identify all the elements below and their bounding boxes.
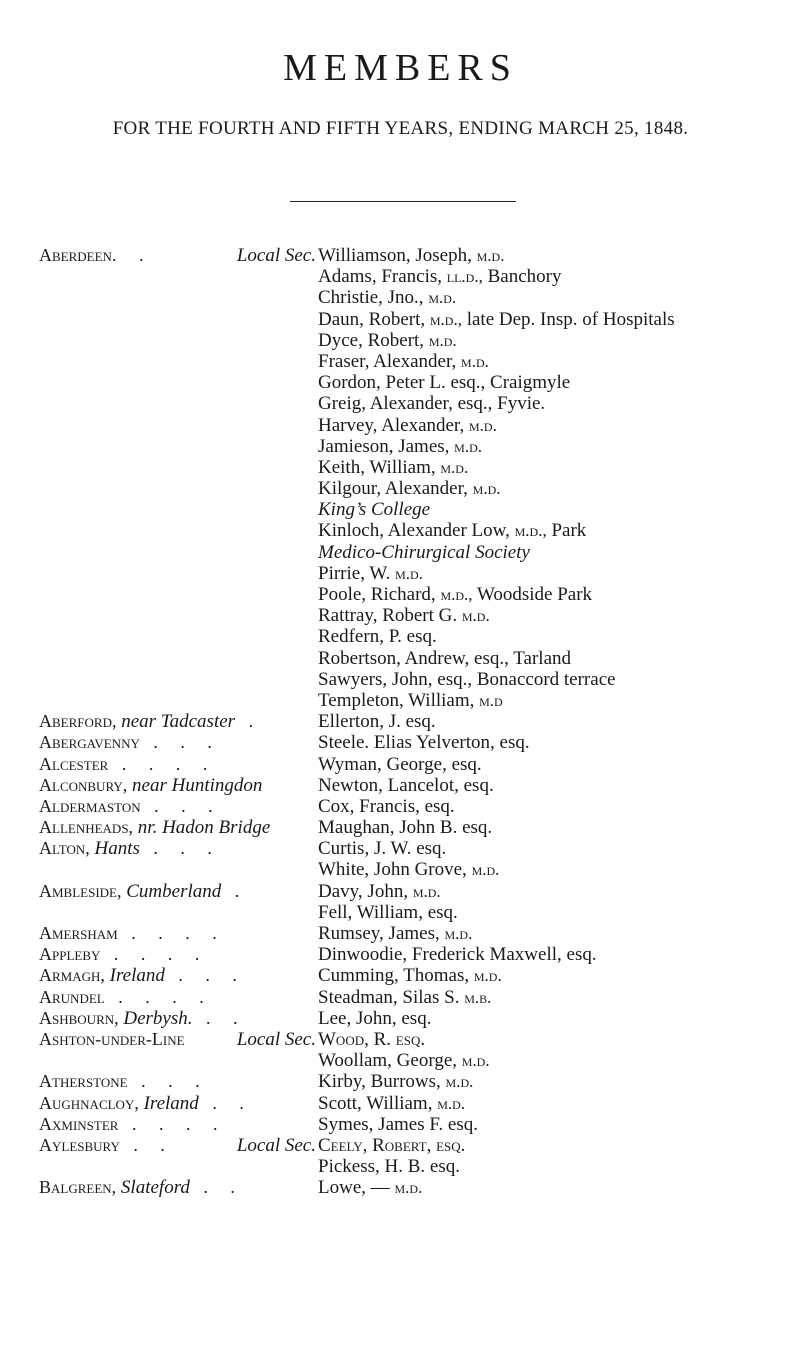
list-item — [0, 944, 801, 965]
list-item — [0, 478, 801, 499]
member-text: Fell, William, esq. — [318, 901, 458, 923]
member-name — [318, 838, 446, 859]
member-text: Rumsey, James, — [318, 923, 440, 944]
member-name — [318, 1008, 431, 1029]
member-name — [318, 436, 482, 457]
list-item — [0, 1071, 801, 1092]
member-text: Pickess, H. B. esq. — [318, 1156, 460, 1178]
place-label: Ashton-under-Line — [39, 1028, 185, 1049]
member-text: Kirby, Burrows, — [318, 1071, 441, 1093]
place-label: Alcester — [39, 753, 109, 774]
member-name — [318, 711, 436, 732]
member-name — [318, 372, 570, 393]
member-text: Templeton, William, — [318, 689, 475, 711]
member-text: Cumming, Thomas, — [318, 965, 470, 987]
place-qualifier: Hants — [89, 838, 140, 860]
place-name — [39, 1029, 316, 1050]
place-name — [39, 1093, 316, 1114]
place-label: Aberdeen — [39, 245, 112, 265]
member-text: Daun, Robert, — [318, 308, 426, 330]
member-name — [318, 309, 675, 330]
member-name — [318, 626, 437, 647]
member-location: Banchory — [482, 266, 562, 288]
list-item — [0, 817, 801, 838]
list-item — [0, 859, 801, 880]
list-item — [0, 923, 801, 944]
member-text: Williamson, Joseph, — [318, 245, 472, 266]
member-text: Rattray, Robert G. — [318, 605, 458, 627]
list-item — [0, 754, 801, 775]
place-name — [39, 987, 316, 1008]
list-item — [0, 1008, 801, 1029]
leader-dots: . . . . — [104, 986, 213, 1007]
place-name — [39, 732, 316, 753]
list-item — [0, 457, 801, 478]
leader-dots: . . . . — [100, 944, 209, 965]
leader-dots: . — [235, 711, 263, 732]
list-item — [0, 1029, 801, 1050]
member-text: Greig, Alexander, esq., Fyvie. — [318, 393, 546, 415]
member-name — [318, 1071, 473, 1092]
list-item — [0, 266, 801, 287]
member-location: Woodside Park — [472, 584, 593, 605]
list-item — [0, 563, 801, 584]
list-item — [0, 499, 801, 520]
member-text: Medico-Chirurgical Society — [318, 541, 530, 563]
place-qualifier: Derbysh. — [118, 1007, 193, 1029]
list-item — [0, 648, 801, 669]
list-item — [0, 245, 801, 266]
member-text: Lowe, — — [318, 1177, 390, 1199]
member-name — [318, 415, 497, 436]
degree-label: m.d. — [445, 1072, 474, 1092]
leader-dots: . . . — [140, 795, 222, 816]
member-name — [318, 987, 491, 1008]
member-name — [318, 817, 492, 838]
place-label: Aylesbury — [39, 1134, 120, 1155]
member-name — [318, 478, 501, 499]
place-label: Amersham — [39, 923, 118, 943]
member-text: Dyce, Robert, — [318, 329, 425, 351]
member-name — [318, 520, 586, 541]
member-name — [318, 245, 504, 266]
list-item — [0, 520, 801, 541]
member-text: Curtis, J. W. esq. — [318, 838, 447, 860]
degree-label: m.d. — [428, 330, 457, 350]
degree-label: m.d. — [412, 881, 441, 901]
member-name — [318, 393, 545, 414]
member-name — [318, 266, 561, 287]
member-name — [318, 1156, 460, 1177]
degree-label: m.d., — [429, 309, 462, 329]
member-text: Jamieson, James, — [318, 435, 450, 457]
member-text: Maughan, John B. esq. — [318, 817, 493, 839]
degree-label: m.d., — [440, 585, 473, 604]
member-text: Dinwoodie, Frederick Maxwell, esq. — [318, 944, 597, 966]
list-item — [0, 351, 801, 372]
place-label: Arundel — [39, 986, 105, 1007]
place-name — [39, 1177, 316, 1198]
member-text: King’s College — [318, 499, 431, 521]
list-item — [0, 330, 801, 351]
list-item — [0, 732, 801, 753]
member-name — [318, 499, 430, 520]
leader-dots: . . — [119, 1134, 174, 1155]
degree-label: m.d. — [461, 351, 489, 371]
member-name — [318, 1114, 478, 1135]
place-label: Atherstone — [39, 1071, 128, 1092]
member-name — [318, 859, 499, 880]
place-name — [39, 944, 316, 965]
member-text: Pirrie, W. — [318, 562, 391, 584]
list-item — [0, 775, 801, 796]
degree-label: m.d. — [444, 924, 473, 943]
place-qualifier: Slateford — [116, 1177, 190, 1199]
list-item — [0, 1114, 801, 1135]
member-text: Poole, Richard, — [318, 584, 436, 605]
member-name — [318, 563, 423, 584]
leader-dots: . . . — [139, 838, 221, 859]
divider-rule — [290, 201, 516, 202]
degree-label: m.d. — [472, 479, 501, 499]
list-item — [0, 711, 801, 732]
member-text: Lee, John, esq. — [318, 1007, 432, 1029]
member-name — [318, 605, 490, 626]
place-label: Ashbourn, — [39, 1007, 119, 1028]
list-item — [0, 1135, 801, 1156]
member-list — [0, 245, 801, 1198]
local-secretary-label: Local Sec. — [233, 1135, 316, 1156]
leader-dots: . . . . — [117, 923, 226, 943]
place-label: Alton, — [39, 838, 90, 859]
member-text: Steadman, Silas S. — [318, 986, 460, 1008]
place-qualifier: Cumberland — [121, 880, 222, 902]
leader-dots: . . — [189, 1177, 244, 1198]
list-item — [0, 1093, 801, 1114]
member-text: Wood, R. esq. — [318, 1028, 426, 1050]
leader-dots: . . — [198, 1092, 253, 1113]
list-item — [0, 690, 801, 711]
leader-dots: . . . — [127, 1071, 209, 1092]
member-text: Keith, William, — [318, 456, 436, 478]
member-name — [318, 351, 489, 372]
place-qualifier: Ireland — [138, 1092, 199, 1114]
place-name — [39, 881, 316, 902]
member-text: Newton, Lancelot, esq. — [318, 774, 494, 796]
member-text: Harvey, Alexander, — [318, 414, 465, 436]
degree-label: m.d. — [473, 966, 502, 986]
member-name — [318, 330, 457, 351]
member-location: late Dep. Insp. of Hospitals — [461, 308, 675, 330]
list-item — [0, 605, 801, 626]
leader-dots: . . — [192, 1007, 247, 1028]
degree-label: m.d. — [471, 860, 500, 880]
member-name — [318, 881, 441, 902]
member-name — [318, 690, 503, 711]
degree-label: m.d. — [394, 1178, 423, 1198]
place-name — [39, 817, 316, 838]
place-name — [39, 1114, 316, 1135]
list-item — [0, 965, 801, 986]
leader-dots: . . . . — [118, 1113, 227, 1134]
member-name — [318, 754, 482, 775]
list-item — [0, 987, 801, 1008]
leader-dots: . . . — [139, 732, 221, 753]
place-label: Alconbury, — [39, 774, 128, 795]
list-item — [0, 436, 801, 457]
member-text: Scott, William, — [318, 1092, 433, 1114]
place-name — [39, 1071, 316, 1092]
member-text: Christie, Jno., — [318, 287, 424, 309]
member-name — [318, 1135, 465, 1156]
place-label: Aldermaston — [39, 795, 141, 816]
member-text: Ceely, Robert, esq. — [318, 1134, 466, 1156]
leader-dots: . . . — [164, 965, 246, 986]
place-name — [39, 245, 316, 266]
list-item — [0, 309, 801, 330]
list-item — [0, 415, 801, 436]
place-label: Armagh, — [39, 965, 105, 986]
place-label: Aberford, — [39, 711, 117, 732]
list-item — [0, 626, 801, 647]
member-name — [318, 1093, 465, 1114]
member-text: Fraser, Alexander, — [318, 350, 457, 372]
list-item — [0, 1177, 801, 1198]
member-text: Kinloch, Alexander Low, — [318, 520, 510, 542]
member-name — [318, 923, 472, 944]
degree-label: m.d. — [395, 563, 423, 583]
degree-label: m.d., — [514, 521, 547, 541]
member-text: Symes, James F. esq. — [318, 1113, 478, 1135]
list-item — [0, 881, 801, 902]
page-title: MEMBERS — [283, 47, 518, 89]
place-name — [39, 754, 316, 775]
member-text: Cox, Francis, esq. — [318, 795, 455, 817]
member-name — [318, 287, 456, 308]
place-name — [39, 1008, 316, 1029]
member-name — [318, 944, 597, 965]
list-item — [0, 838, 801, 859]
place-name — [39, 1135, 316, 1156]
member-text: Woollam, George, — [318, 1050, 458, 1072]
member-text: Redfern, P. esq. — [318, 626, 437, 648]
degree-label: m.d. — [461, 606, 490, 626]
member-text: Davy, John, — [318, 880, 409, 902]
list-item — [0, 796, 801, 817]
place-name — [39, 711, 316, 732]
place-name — [39, 796, 316, 817]
member-text: Wyman, George, esq. — [318, 753, 482, 775]
place-label: Ambleside, — [39, 880, 122, 901]
place-label: Abergavenny — [39, 732, 140, 753]
member-location: Park — [546, 520, 587, 542]
list-item — [0, 669, 801, 690]
member-name — [318, 1050, 490, 1071]
place-label: Axminster — [39, 1113, 119, 1134]
member-name — [318, 965, 502, 986]
leader-dots: . . — [111, 245, 153, 265]
place-label: Appleby — [39, 944, 101, 965]
degree-label: m.d — [479, 690, 503, 710]
list-item — [0, 372, 801, 393]
member-text: White, John Grove, — [318, 859, 467, 881]
place-label: Balgreen, — [39, 1177, 117, 1198]
member-name — [318, 648, 571, 669]
place-name — [39, 965, 316, 986]
member-name — [318, 902, 458, 923]
list-item — [0, 584, 801, 605]
place-qualifier: near Tadcaster — [116, 711, 236, 733]
member-text: Gordon, Peter L. esq., Craigmyle — [318, 372, 571, 394]
member-name — [318, 542, 530, 563]
local-secretary-label: Local Sec. — [233, 1029, 316, 1050]
place-name — [39, 923, 316, 944]
member-text: Robertson, Andrew, esq., Tarland — [318, 647, 572, 669]
degree-label: m.d. — [476, 246, 505, 265]
member-name — [318, 732, 530, 753]
place-name — [39, 775, 316, 796]
degree-label: m.d. — [440, 457, 469, 477]
list-item — [0, 1156, 801, 1177]
page-subtitle: FOR THE FOURTH AND FIFTH YEARS, ENDING MARCH 25, 1848. — [112, 118, 689, 139]
place-qualifier: near Huntingdon — [127, 774, 263, 796]
place-label: Allenheads, — [39, 817, 134, 838]
member-name — [318, 1177, 422, 1198]
degree-label: m.d. — [469, 415, 497, 435]
member-name — [318, 584, 592, 605]
place-name — [39, 838, 316, 859]
member-text: Ellerton, J. esq. — [318, 711, 436, 733]
list-item — [0, 542, 801, 563]
local-secretary-label: Local Sec. — [233, 245, 316, 266]
place-qualifier: Ireland — [104, 965, 165, 987]
member-name — [318, 775, 494, 796]
member-name — [318, 1029, 425, 1050]
member-name — [318, 457, 468, 478]
place-qualifier: nr. Hadon Bridge — [133, 817, 271, 839]
member-text: Sawyers, John, esq., Bonaccord terrace — [318, 668, 616, 690]
degree-label: m.d. — [454, 436, 482, 456]
list-item — [0, 902, 801, 923]
member-text: Steele. Elias Yelverton, esq. — [318, 732, 530, 754]
degree-label: m.d. — [428, 288, 457, 308]
member-name — [318, 669, 616, 690]
leader-dots: . . . . — [108, 753, 217, 774]
list-item — [0, 1050, 801, 1071]
leader-dots: . — [221, 880, 249, 901]
degree-label: ll.d., — [446, 267, 483, 287]
list-item — [0, 287, 801, 308]
member-name — [318, 796, 455, 817]
degree-label: m.b. — [464, 987, 492, 1007]
degree-label: m.d. — [437, 1093, 466, 1113]
list-item — [0, 393, 801, 414]
member-text: Adams, Francis, — [318, 266, 443, 288]
degree-label: m.d. — [461, 1051, 490, 1071]
member-text: Kilgour, Alexander, — [318, 478, 468, 500]
place-label: Aughnacloy, — [39, 1092, 139, 1113]
